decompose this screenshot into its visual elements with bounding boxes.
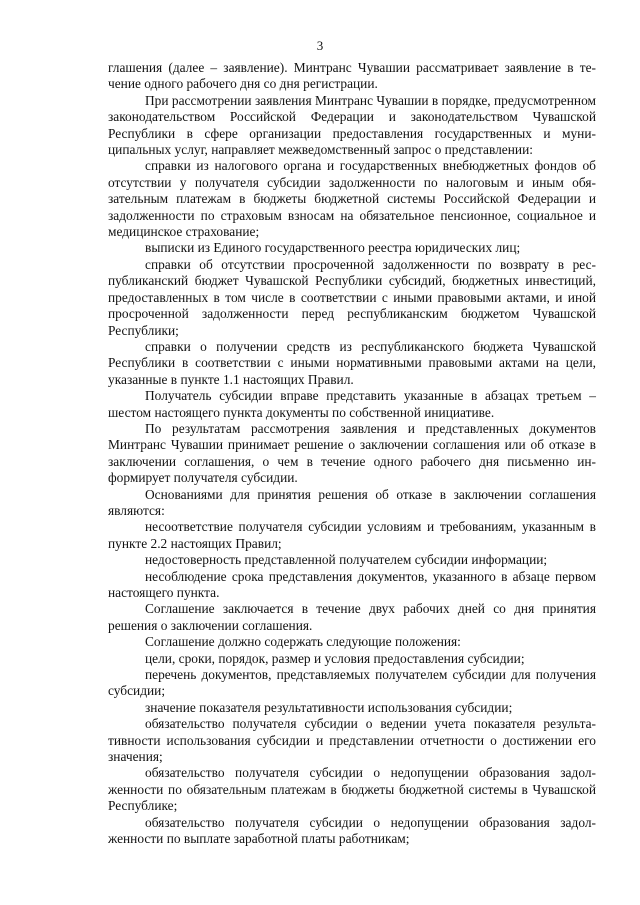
paragraph: справки из налогового органа и государственных внебюджетных фондов об отсутствии у получателя субсидии задолженности по налоговым и иным обязательным платежам в бюджеты бюджетной системы Российской Федерации и задолженности по страховым взносам на обязательное пенсионное, социальное и медицинское страхование; bbox=[108, 158, 596, 240]
paragraph: справки об отсутствии просроченной задолженности по возврату в республиканский бюджет Чувашской Республики субсидий, бюджетных инвестиций, предоставленных в том числе в соответствии с иными правовыми актами, и иной просроченной задолженности перед республиканским бюджетом Чувашской Республики; bbox=[108, 256, 596, 338]
paragraph: Получатель субсидии вправе представить указанные в абзацах третьем – шестом настоящего пункта документы по собственной инициативе. bbox=[108, 388, 596, 420]
paragraph: перечень документов, представляемых получателем субсидии для получения субсидии; bbox=[108, 667, 596, 699]
paragraph: значение показателя результативности использования субсидии; bbox=[145, 699, 513, 715]
page-number: 3 bbox=[316, 38, 324, 53]
paragraph: Соглашение заключается в течение двух рабочих дней со дня принятия решения о заключении соглашения. bbox=[108, 601, 596, 633]
paragraph: цели, сроки, порядок, размер и условия предоставления субсидии; bbox=[145, 650, 525, 666]
paragraph: выписки из Единого государственного реестра юридических лиц; bbox=[145, 240, 521, 256]
paragraph: недостоверность представленной получателем субсидии информации; bbox=[145, 552, 548, 568]
paragraph: глашения (далее – заявление). Минтранс Чувашии рассматривает заявление в течение одного рабочего дня со дня регистрации. bbox=[108, 60, 596, 92]
paragraph: обязательство получателя субсидии о недопущении образования задолженности по выплате заработной платы работникам; bbox=[108, 814, 596, 847]
paragraph: справки о получении средств из республиканского бюджета Чувашской Республики в соответствии с иными нормативными правовыми актами на цели, указанные в пункте 1.1 настоящих Правил. bbox=[108, 338, 596, 387]
paragraph: Соглашение должно содержать следующие положения: bbox=[145, 634, 461, 650]
paragraph: По результатам рассмотрения заявления и представленных документов Минтранс Чувашии принимает решение о заключении соглашения или об отказе в заключении соглашения, о чем в течение одного рабочего дня письменно информирует получателя субсидии. bbox=[108, 420, 596, 486]
paragraph: несоответствие получателя субсидии условиям и требованиям, указанным в пункте 2.2 настоящих Правил; bbox=[108, 519, 596, 551]
paragraph: При рассмотрении заявления Минтранс Чувашии в порядке, предусмотренном законодательством Российской Федерации и законодательством Чувашской Республики в сфере организации предоставления государственных и муниципальных услуг, направляет межведомственный запрос о представлении: bbox=[108, 92, 596, 158]
paragraph: несоблюдение срока представления документов, указанного в абзаце первом настоящего пункта. bbox=[108, 568, 596, 600]
document-body bbox=[108, 60, 596, 848]
paragraph: обязательство получателя субсидии о недопущении образования задолженности по обязательным платежам в бюджеты бюджетной системы в Чувашской Республике; bbox=[108, 765, 596, 814]
paragraph: Основаниями для принятия решения об отказе в заключении соглашения являются: bbox=[108, 486, 596, 518]
paragraph: обязательство получателя субсидии о ведении учета показателя результативности использования субсидии и представлении отчетности о достижении его значения; bbox=[108, 716, 596, 765]
